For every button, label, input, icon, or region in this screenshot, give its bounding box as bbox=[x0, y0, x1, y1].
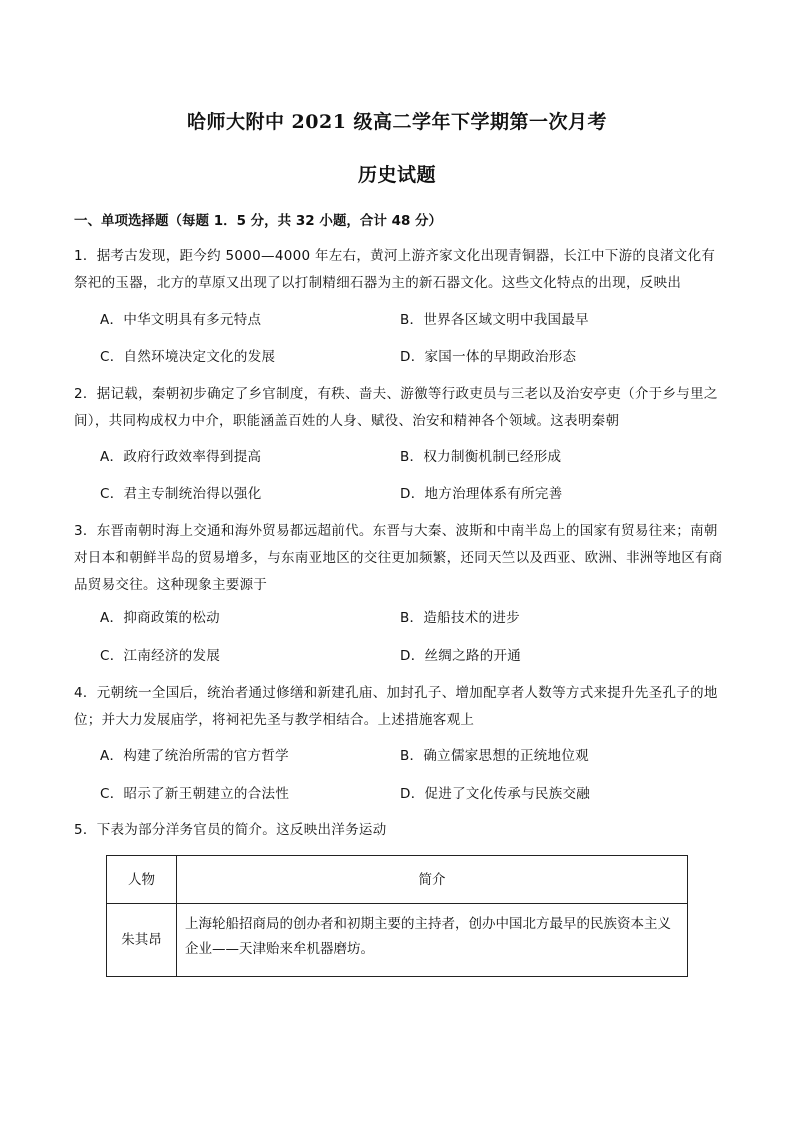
table-cell-person: 朱其昂 bbox=[121, 932, 162, 948]
section-heading: 一、单项选择题（每题 1．5 分，共 32 小题，合计 48 分） bbox=[74, 213, 443, 229]
question-4-option-a[interactable]: A．构建了统治所需的官方哲学 bbox=[100, 748, 289, 764]
question-1-option-c[interactable]: C．自然环境决定文化的发展 bbox=[100, 349, 276, 365]
question-1-option-b[interactable]: B．世界各区域文明中我国最早 bbox=[400, 312, 589, 328]
question-3-option-d[interactable]: D．丝绸之路的开通 bbox=[400, 648, 522, 664]
question-2-option-d[interactable]: D．地方治理体系有所完善 bbox=[400, 486, 563, 502]
question-1-option-d[interactable]: D．家国一体的早期政治形态 bbox=[400, 349, 577, 365]
question-3-option-a[interactable]: A．抑商政策的松动 bbox=[100, 610, 220, 626]
question-2-option-b[interactable]: B．权力制衡机制已经形成 bbox=[400, 449, 562, 465]
table-row-divider bbox=[107, 903, 687, 904]
question-2-option-c[interactable]: C．君主专制统治得以强化 bbox=[100, 486, 262, 502]
question-5-stem: 5．下表为部分洋务官员的简介。这反映出洋务运动 bbox=[74, 822, 387, 838]
question-1-stem: 1．据考古发现，距今约 5000—4000 年左右，黄河上游齐家文化出现青铜器，长江中下游的良渚文化有祭祀的玉器，北方的草原又出现了以打制精细石器为主的新石器文化。这些文化特点的出现，反映出 bbox=[74, 248, 716, 291]
official-table bbox=[106, 855, 688, 977]
question-3-option-b[interactable]: B．造船技术的进步 bbox=[400, 610, 520, 626]
question-4-option-b[interactable]: B．确立儒家思想的正统地位观 bbox=[400, 748, 589, 764]
question-2-option-a[interactable]: A．政府行政效率得到提高 bbox=[100, 449, 262, 465]
question-4-stem: 4．元朝统一全国后，统治者通过修缮和新建孔庙、加封孔子、增加配享者人数等方式来提升先圣孔子的地位；并大力发展庙学，将祠祀先圣与教学相结合。上述措施客观上 bbox=[74, 685, 718, 728]
question-3-option-c[interactable]: C．江南经济的发展 bbox=[100, 648, 221, 664]
table-header-person: 人物 bbox=[128, 872, 155, 888]
question-3-stem: 3．东晋南朝时海上交通和海外贸易都远超前代。东晋与大秦、波斯和中南半岛上的国家有贸易往来；南朝对日本和朝鲜半岛的贸易增多，与东南亚地区的交往更加频繁，还同天竺以及西亚、欧洲、非洲等地区有商品贸易交往。这种现象主要源于 bbox=[74, 523, 723, 593]
table-header-intro: 简介 bbox=[418, 872, 446, 888]
exam-subtitle: 历史试题 bbox=[357, 164, 436, 186]
question-1-option-a[interactable]: A．中华文明具有多元特点 bbox=[100, 312, 262, 328]
question-4-option-c[interactable]: C．昭示了新王朝建立的合法性 bbox=[100, 786, 290, 802]
table-cell-intro: 上海轮船招商局的创办者和初期主要的主持者，创办中国北方最早的民族资本主义企业——天津贻来牟机器磨坊。 bbox=[185, 916, 671, 957]
question-2-stem: 2．据记载，秦朝初步确定了乡官制度，有秩、啬夫、游徼等行政吏员与三老以及治安亭吏（介于乡与里之间），共同构成权力中介，职能涵盖百姓的人身、赋役、治安和精神各个领域。这表明秦朝 bbox=[74, 386, 718, 429]
exam-title: 哈师大附中 2021 级高二学年下学期第一次月考 bbox=[186, 111, 608, 133]
question-4-option-d[interactable]: D．促进了文化传承与民族交融 bbox=[400, 786, 591, 802]
